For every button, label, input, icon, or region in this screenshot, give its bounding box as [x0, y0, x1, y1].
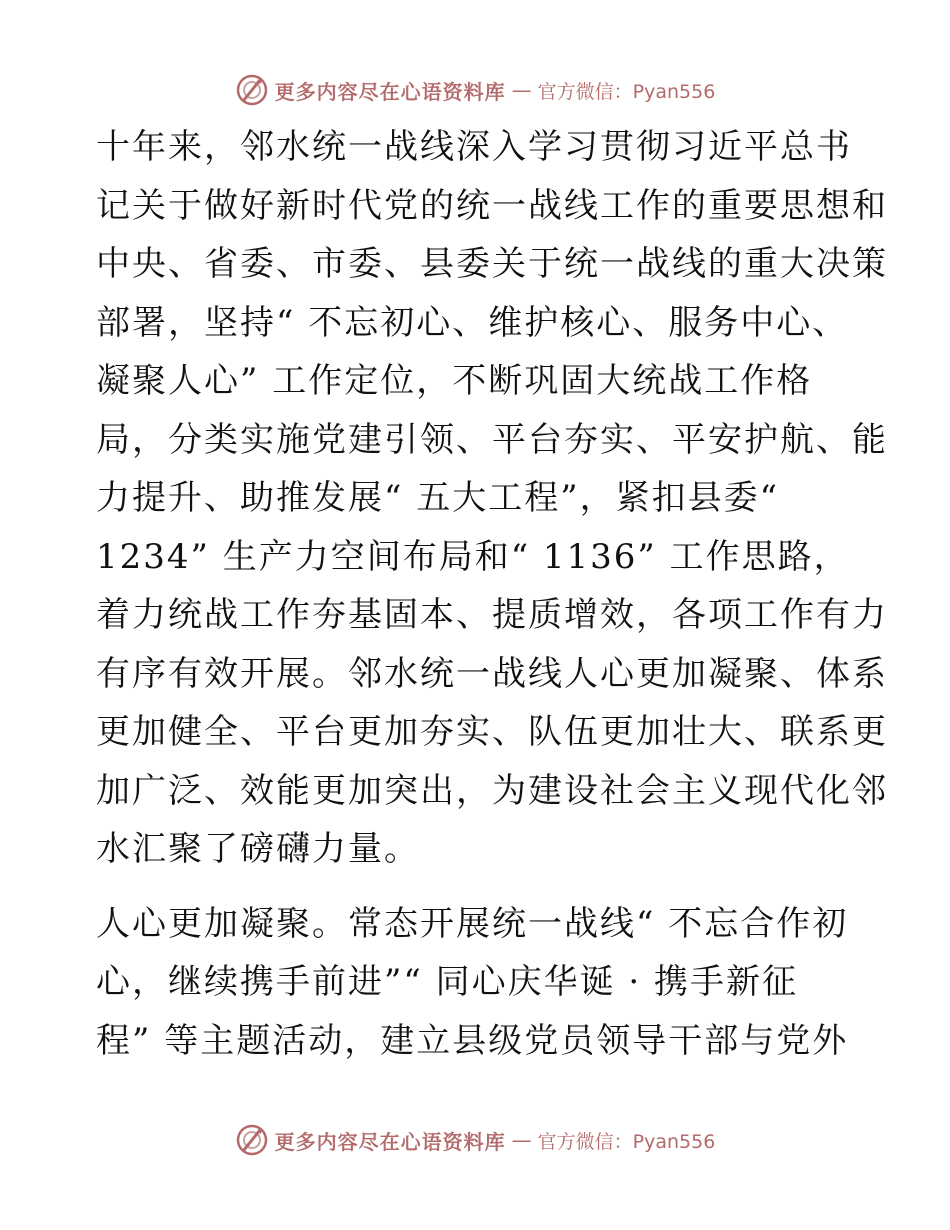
text-line: 水汇聚了磅礴力量。	[96, 829, 420, 869]
header-slogan: 更多内容尽在心语资料库	[274, 79, 506, 104]
text-line: 人心更加凝聚。常态开展统一战线“ 不忘合作初	[96, 903, 849, 944]
text-line: 1234” 生产力空间布局和“ 1136” 工作思路，	[96, 536, 850, 577]
header-banner	[0, 70, 950, 110]
text-line: 凝聚人心” 工作定位，不断巩固大统战工作格	[96, 361, 813, 401]
logo-icon	[235, 73, 269, 107]
text-line: 有序有效开展。邻水统一战线人心更加凝聚、体系	[96, 653, 888, 694]
text-line: 中央、省委、市委、县委关于统一战线的重大决策	[96, 244, 888, 284]
footer-dash: —	[511, 1128, 532, 1152]
footer-wechat: 官方微信：Pyan556	[537, 1130, 716, 1153]
header-wechat: 官方微信：Pyan556	[537, 80, 716, 103]
text-line: 加广泛、效能更加突出，为建设社会主义现代化邻	[96, 770, 888, 811]
footer-slogan: 更多内容尽在心语资料库	[274, 1129, 506, 1154]
body-text	[96, 118, 888, 1070]
text-line: 更加健全、平台更加夯实、队伍更加壮大、联系更	[96, 712, 888, 752]
text-line: 记关于做好新时代党的统一战线工作的重要思想和	[96, 185, 888, 226]
text-line: 局，分类实施党建引领、平台夯实、平安护航、能	[96, 419, 888, 460]
text-line: 心，继续携手前进”“ 同心庆华诞 · 携手新征	[96, 962, 798, 1002]
text-line: 程” 等主题活动，建立县级党员领导干部与党外	[96, 1020, 849, 1061]
logo-icon	[235, 1123, 269, 1157]
paragraph-2	[96, 895, 856, 1071]
text-line: 部署，坚持“ 不忘初心、维护核心、服务中心、	[96, 302, 849, 343]
text-line: 力提升、助推发展“ 五大工程”，紧扣县委“	[96, 478, 779, 518]
footer-banner	[0, 1120, 950, 1160]
text-line: 十年来，邻水统一战线深入学习贯彻习近平总书	[96, 127, 852, 167]
paragraph-1	[96, 118, 888, 879]
text-line: 着力统战工作夯基固本、提质增效，各项工作有力	[96, 595, 888, 635]
header-dash: —	[511, 78, 532, 102]
